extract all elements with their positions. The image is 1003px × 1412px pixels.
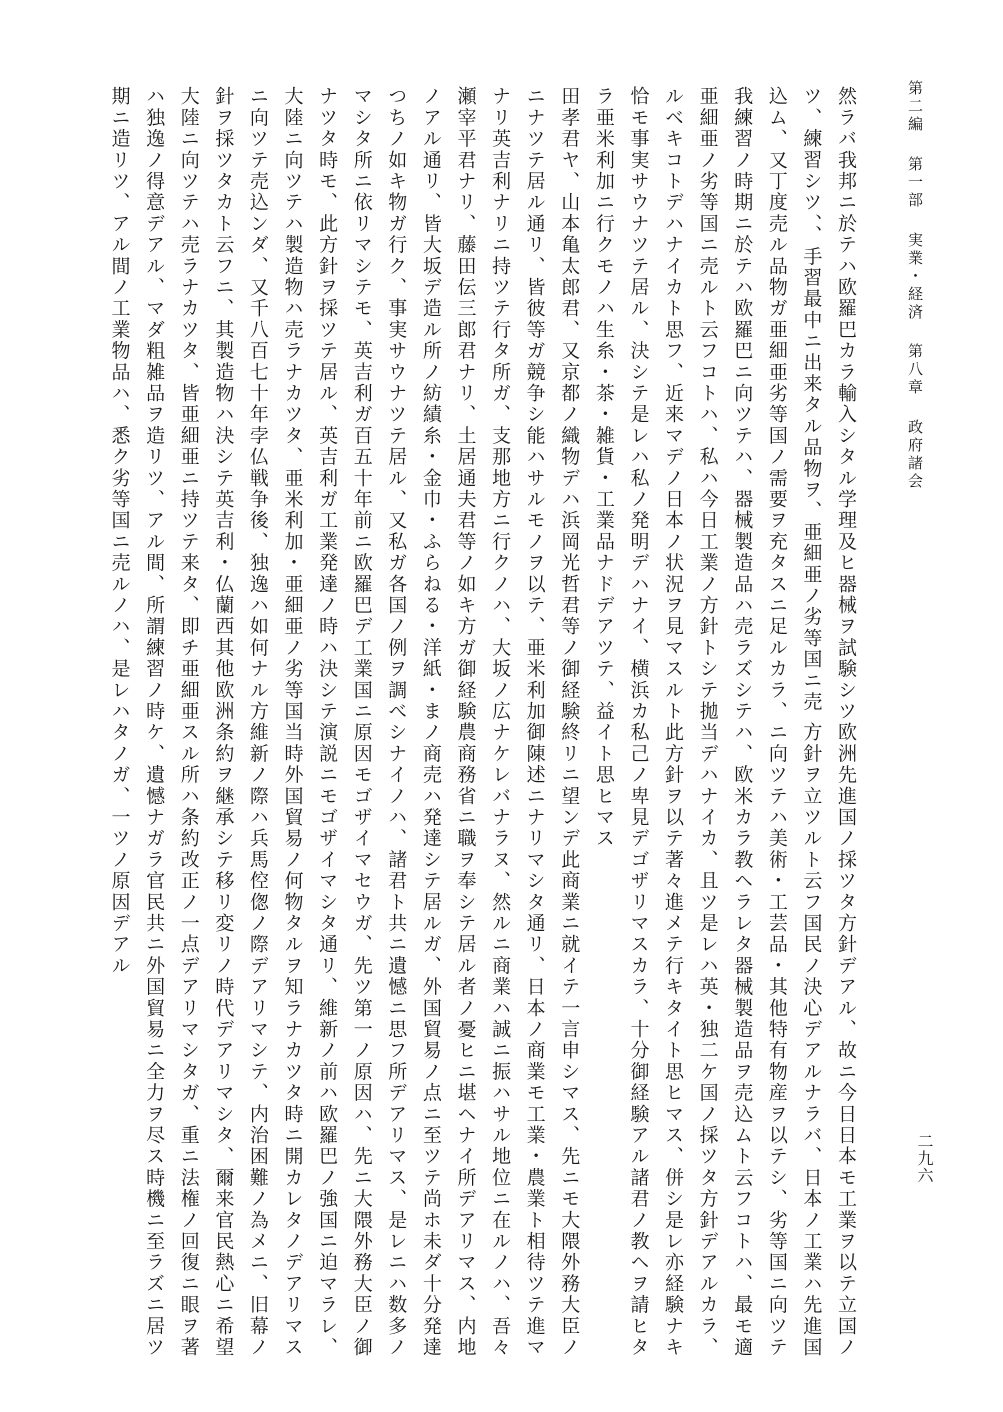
text-column: ラ亜米利加ニ行クモノハ生糸・茶・雑貨・工業品ナドデアツテ、益 xyxy=(592,86,615,722)
text-column: 田孝君ヤ、山本亀太郎君、又京都ノ織物デハ浜岡光哲君等ノ御経験 xyxy=(558,86,581,722)
text-column: 亜細亜ノ劣等国ニ売ルト云フコトハ、私ハ今日工業ノ方針トシテ拋 xyxy=(696,86,719,722)
text-column: 期ニ造リツ、アル間ノ工業物品ハ、悉ク劣等国ニ売ルノハ、是レハ xyxy=(108,86,131,722)
header-subject: 実業・経済 xyxy=(906,231,924,322)
text-column: 農商務省ニ職ヲ奉シテ居ル者ノ憂ヒニ堪ヘナイ所デアリマス、内地 xyxy=(454,722,477,1358)
text-column: ハ独逸ノ得意デアル、マダ粗雑品ヲ造リツ、アル間、所謂練習ノ時 xyxy=(143,86,166,722)
header-section: 第一部 xyxy=(906,155,924,210)
text-column: 欧洲先進国ノ採ツタ方針デアル、故ニ今日日本モ工業ヲ以テ立国ノ xyxy=(835,722,857,1358)
text-column: ナツタ時モ、此方針ヲ採ツテ居ル、英吉利ガ工業発達ノ時ハ決シテ xyxy=(316,86,339,722)
text-column: 当デハナイカ、且ツ是レハ英・独二ケ国ノ採ツタ方針デアルカラ、 xyxy=(696,722,719,1358)
text-column: 此方針ヲ以テ著々進メテ行キタイト思ヒマス、併シ是レ亦経験ナキ xyxy=(662,722,685,1358)
text-column: ナケレバナラヌ、然ルニ商業ハ誠ニ振ハサル地位ニ在ルノハ、吾々 xyxy=(489,722,512,1358)
text-column: 然ラバ我邦ニ於テハ欧羅巴カラ輸入シタル学理及ヒ器械ヲ試験シツ xyxy=(835,86,857,722)
text-column: 原因モゴザイマセウガ、先ツ第一ノ原因ハ、先ニ大隈外務大臣ノ御 xyxy=(350,722,373,1358)
text-column: ハ、欧米カラ教ヘラレタ器械製造品ヲ売込ムト云フコトハ、最モ適 xyxy=(731,722,754,1358)
text-column: 私己ノ卑見デゴザリマスカラ、十分御経験アル諸君ノ教ヘヲ請ヒタ xyxy=(627,722,650,1358)
text-column: ニナツテ居ル通リ、皆彼等ガ競争シ能ハサルモノヲ以テ、亜米利加 xyxy=(523,86,546,722)
header-chapter-title: 政府諸会 xyxy=(906,419,924,492)
text-column: タノガ、一ツノ原因デアル xyxy=(108,722,131,977)
text-column: 当時外国貿易ノ何物タルヲ知ラナカツタ時ニ開カレタノデアリマス xyxy=(281,722,304,1358)
text-column: シナイノハ、諸君ト共ニ遺憾ニ思フ所デアリマス、是レニハ数多ノ xyxy=(385,722,408,1358)
text-column: 瀬宰平君ナリ、藤田伝三郎君ナリ、土居通夫君等ノ如キ方ガ御経験 xyxy=(454,86,477,722)
text-column: 大陸ニ向ツテハ売ラナカツタ、皆亜細亜ニ持ツテ来タ、即チ亜細亜 xyxy=(177,86,200,722)
text-column: ルベキコトデハナイカト思フ、近来マデノ日本ノ状況ヲ見マスルト xyxy=(662,86,685,722)
text-column: 条約ヲ継承シテ移リ変リノ時代デアリマシタ、爾来官民熱心ニ希望 xyxy=(212,722,235,1358)
text-column: ノアル通リ、皆大坂デ造ル所ノ紡績糸・金巾・ふらねる・洋紙・ま xyxy=(419,86,442,722)
text-column: 演説ニモゴザイマシタ通リ、維新ノ前ハ欧羅巴ノ強国ニ迫マラレ、 xyxy=(316,722,339,1358)
text-block-bottom xyxy=(102,722,863,1358)
text-column: マシタ所ニ依リマシテモ、英吉利ガ百五十年前ニ欧羅巴デ工業国ニ xyxy=(350,86,373,722)
page-number: 二九六 xyxy=(915,1133,934,1184)
text-column: つちノ如キ物ガ行ク、事実サウナツテ居ル、又私ガ各国ノ例ヲ調べ xyxy=(385,86,408,723)
text-column: 方針ヲ立ツルト云フ国民ノ決心デアルナラバ、日本ノ工業ハ先進国 xyxy=(800,722,823,1358)
text-column: 我練習ノ時期ニ於テハ欧羅巴ニ向ツテハ、器械製造品ハ売ラズシテ xyxy=(731,86,754,722)
header-chapter: 第八章 xyxy=(906,343,924,398)
text-column: ニ向ツテハ美術・工芸品・其他特有物産ヲ以テシ、劣等国ニ向ツテ xyxy=(765,722,788,1358)
text-column: スル所ハ条約改正ノ一点デアリマシタガ、重ニ法権ノ回復ニ眼ヲ著 xyxy=(177,722,200,1358)
text-column: イト思ヒマス xyxy=(592,722,615,850)
running-header xyxy=(905,80,926,491)
text-column: ナリ英吉利ナリニ持ツテ行タ所ガ、支那地方ニ行クノハ、大坂ノ広 xyxy=(489,86,512,722)
text-column: 御陳述ニナリマシタ通リ、日本ノ商業モ工業・農業ト相待ツテ進マ xyxy=(523,722,546,1358)
text-column: 維新ノ際ハ兵馬倥偬ノ際デアリマシテ、内治困難ノ為メニ、旧幕ノ xyxy=(246,722,269,1358)
text-column: ケ、遺憾ナガラ官民共ニ外国貿易ニ全力ヲ尽ス時機ニ至ラズニ居ツ xyxy=(143,722,166,1358)
text-column: 恰モ事実サウナツテ居ル、決シテ是レハ私ノ発明デハナイ、横浜カ xyxy=(627,86,650,722)
text-column: 込ム、又丁度売ル品物ガ亜細亜劣等国ノ需要ヲ充タスニ足ルカラ、 xyxy=(765,86,788,722)
text-column: 針ヲ採ツタカト云フニ、其製造物ハ決シテ英吉利・仏蘭西其他欧洲 xyxy=(212,86,235,722)
text-block-top xyxy=(102,86,863,723)
text-column: ニ向ツテ売込ンダ、又千八百七十年孛仏戦争後、独逸ハ如何ナル方 xyxy=(246,86,269,722)
text-column: ノ商売ハ発達シテ居ルガ、外国貿易ノ点ニ至ツテ尚ホ未ダ十分発達 xyxy=(419,722,442,1358)
header-part: 第二編 xyxy=(906,80,924,134)
text-column: 終リニ望ンデ此商業ニ就イテ一言申シマス、先ニモ大隈外務大臣ノ xyxy=(558,722,581,1358)
text-column: 大陸ニ向ツテハ製造物ハ売ラナカツタ、亜米利加・亜細亜ノ劣等国 xyxy=(281,86,304,722)
text-column: ツ、練習シツ、、手習最中ニ出来タル品物ヲ、亜細亜ノ劣等国ニ売 xyxy=(800,86,823,713)
